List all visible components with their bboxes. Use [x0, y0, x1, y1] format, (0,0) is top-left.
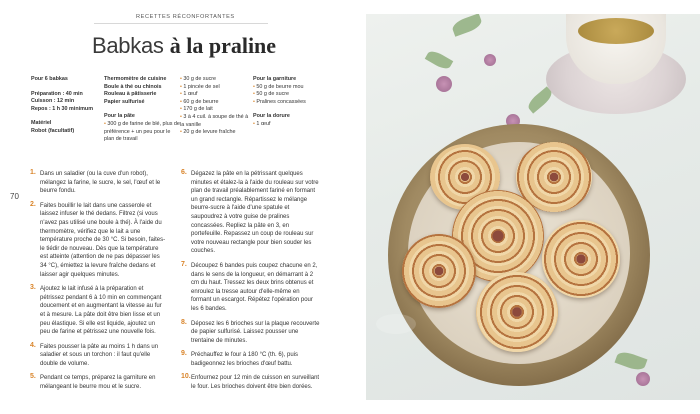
recipe-step: 3. Ajoutez le lait infusé à la préparation et pétrissez pendant 6 à 10 min en commençant doucement et en augmentant la vitesse au fur et à mesure. La pâte doit être bien lisse et un peu élastique. Si elle est liquide, ajoutez un peu de farine et pétrissez une nouvelle fois. — [30, 284, 162, 336]
flower — [484, 54, 496, 66]
equipment-title: Matériel — [31, 120, 52, 127]
title-light: Babkas — [92, 33, 164, 58]
equipment-item: Boule à thé ou chinois — [104, 83, 162, 90]
info-column-4 — [253, 76, 325, 129]
recipe-step: 10. Enfournez pour 12 min de cuisson en surveillant le four. Les brioches doivent être bien dorées. — [181, 373, 320, 391]
recipe-step: 9. Préchauffez le four à 180 °C (th. 6), puis badigeonnez les brioches d'œuf battu. — [181, 350, 299, 367]
equipment-item: Thermomètre de cuisine — [104, 76, 167, 82]
recipe-step: 4. Faites pousser la pâte au moins 1 h dans un saladier et sous un torchon : il faut qu'elle double de volume. — [30, 341, 159, 367]
recipe-title — [92, 32, 276, 60]
ingredient-item: • 170 g de lait — [180, 106, 213, 113]
equipment-item: Rouleau à pâtisserie — [104, 91, 157, 98]
recipe-step: 1. Dans un saladier (ou la cuve d'un robot), mélangez la farine, le sucre, le sel, l'œuf et le beurre fondu. — [30, 169, 161, 195]
ingredient-item: • 20 g de levure fraîche — [180, 129, 236, 136]
leaf — [451, 14, 484, 37]
filling-title: Pour la garniture — [253, 76, 297, 82]
light-reflection — [376, 314, 416, 334]
rest-time: Repos : 1 h 30 minimum — [31, 105, 94, 112]
flower — [436, 76, 452, 92]
equipment-item: Papier sulfurisé — [104, 98, 145, 105]
ingredient-item: • 30 g de sucre — [180, 76, 217, 82]
ingredient-item: • 50 g de sucre — [253, 91, 290, 98]
recipe-step: 5. Pendant ce temps, préparez la garniture en mélangeant le beurre mou et le sucre. — [30, 373, 156, 391]
babka-bun — [402, 234, 476, 308]
cook-time: Cuisson : 12 min — [31, 98, 75, 105]
recipe-step: 7. Découpez 6 bandes puis coupez chacune en 2, dans le sens de la longueur, en démarrant à 2 cm du haut. Tressez les deux brins obtenus et enroulez la tresse autour d'elle-même en formant un escargot. Répétez l'opération pour les 6 bandes. — [181, 260, 318, 312]
section-divider — [94, 23, 268, 24]
equipment-item: Robot (facultatif) — [31, 127, 75, 134]
servings: Pour 6 babkas — [31, 76, 68, 82]
babka-bun — [542, 220, 620, 298]
recipe-step: 6. Dégazez la pâte en la pétrissant quelques minutes et étalez-la à l'aide du rouleau sur votre plan de travail préalablement fariné en formant un grand rectangle. Répartissez le mélange beurre-sucre à l'aide d'une spatule et saupoudrez à votre guise de pralines concassées. Repliez la pâte en 3, en portefeuille. Repassez un coup de rouleau sur votre nouveau rectangle pour bien souder les couches. — [181, 169, 319, 255]
ingredient-item: • 300 g de farine de blé, plus de préférence + un peu pour le plan de travail — [104, 120, 180, 143]
recipe-step: 8. Déposez les 6 brioches sur la plaque recouverte de papier sulfurisé. Laissez pousser une trentaine de minutes. — [181, 318, 320, 344]
ingredient-item: • 60 g de beurre — [180, 98, 219, 105]
leaf — [425, 48, 454, 71]
steps-column-left — [30, 170, 166, 398]
leaf — [615, 349, 648, 372]
section-label: RECETTES RÉCONFORTANTES — [136, 14, 235, 20]
ingredient-item: • 1 œuf — [180, 91, 198, 98]
ingredient-item: • 1 pincée de sel — [180, 83, 220, 90]
info-column-2 — [104, 76, 180, 144]
info-column-3 — [180, 76, 252, 137]
ingredient-item: • Pralines concassées — [253, 98, 306, 105]
babka-bun — [476, 272, 558, 352]
ingredient-item: • 50 g de beurre mou — [253, 83, 304, 90]
ingredient-item: • 1 œuf — [253, 120, 271, 127]
tea — [578, 18, 654, 44]
dough-title: Pour la pâte — [104, 113, 135, 120]
recipe-step: 2. Faites bouillir le lait dans une casserole et laissez infuser le thé dedans. Filtrez (si vous n'avez pas utilisé une boule à thé). À l'aide du thermomètre, vérifiez que le lait a une température proche de 30 °C. Si besoin, faites-le tiédir de nouveau. Dès que la température est atteinte (attention de ne pas dépasser les 34 °C), émiettez la levure fraîche dedans et laisser agir quelques minutes. — [30, 200, 166, 278]
leaf — [525, 86, 554, 113]
flower — [636, 372, 650, 386]
steps-column-right — [181, 170, 321, 398]
title-bold: à la praline — [169, 33, 277, 58]
info-column-1 — [31, 76, 101, 136]
ingredient-item: • 3 à 4 cuil. à soupe de thé à la vanille — [180, 113, 249, 128]
prep-time: Préparation : 40 min — [31, 90, 83, 97]
page-number: 70 — [10, 192, 19, 201]
glaze-title: Pour la dorure — [253, 113, 290, 120]
recipe-photo — [366, 14, 700, 400]
